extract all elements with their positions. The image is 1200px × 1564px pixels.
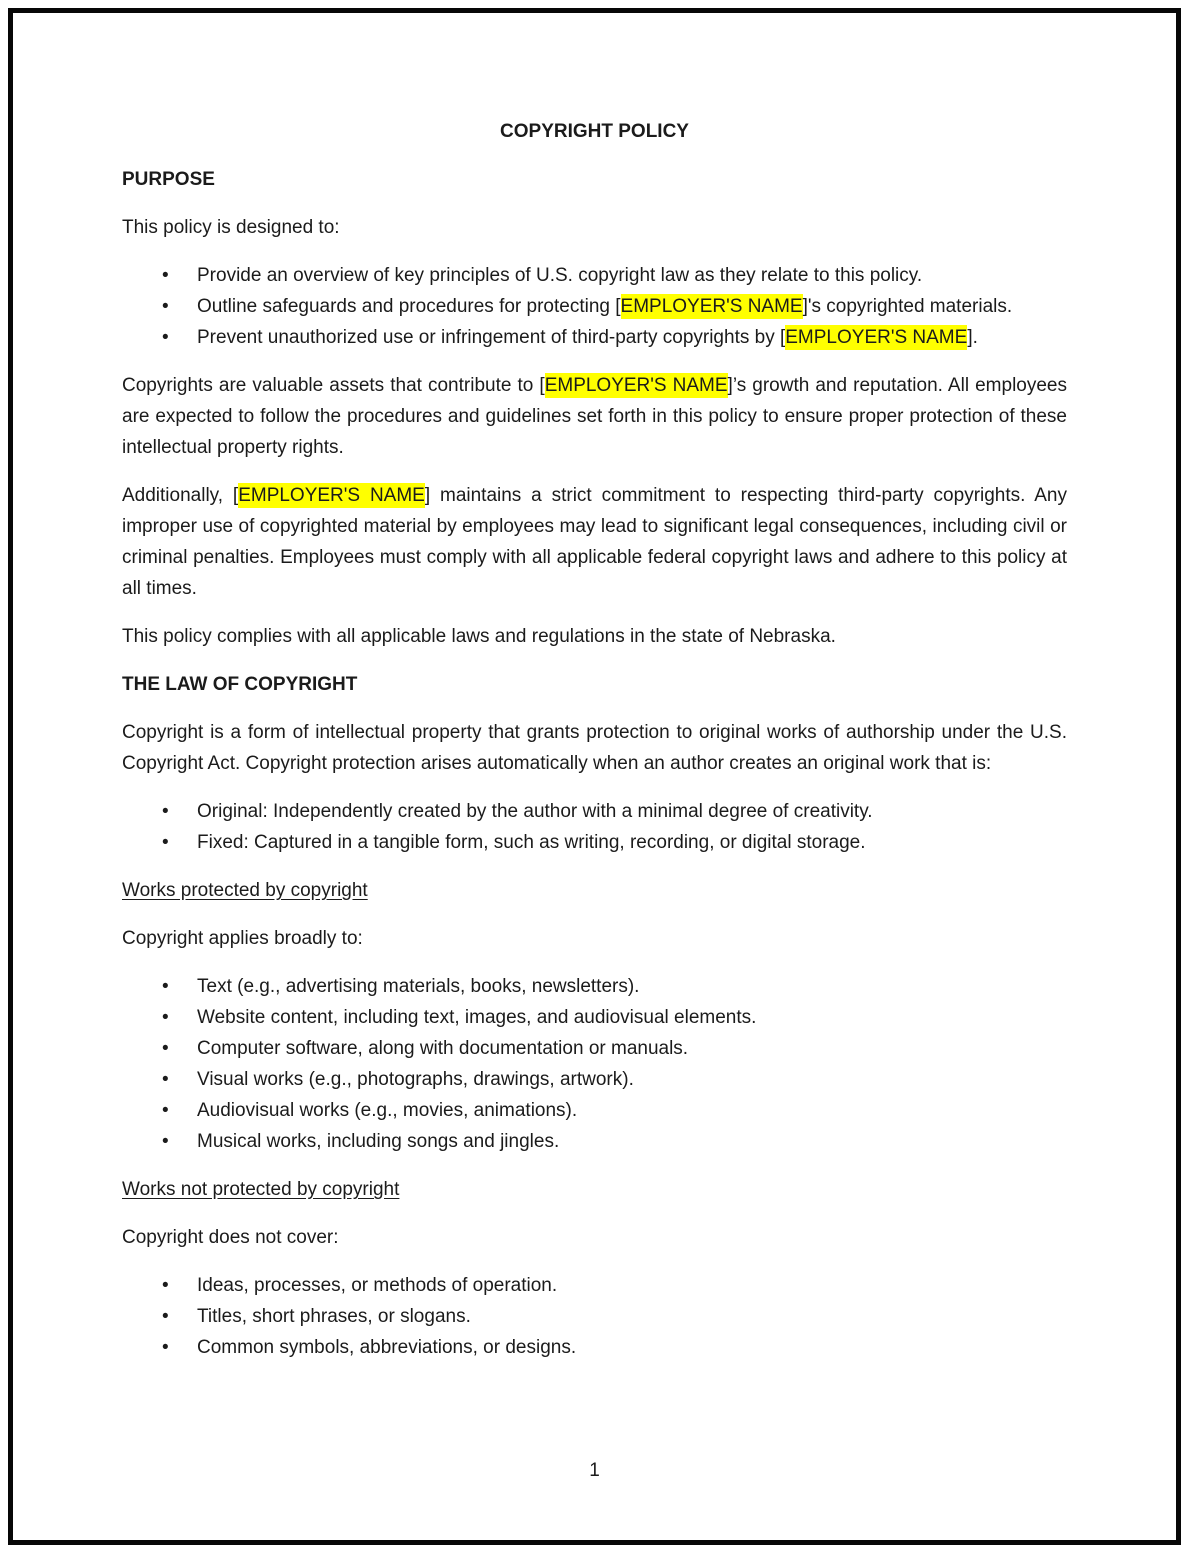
employer-name-highlight: EMPLOYER'S NAME: [238, 485, 425, 506]
document-title: COPYRIGHT POLICY: [500, 121, 689, 142]
list-item: • Original: Independently created by the author with a minimal degree of creativity.: [197, 796, 1067, 827]
list-item: • Ideas, processes, or methods of operation.: [197, 1270, 1067, 1301]
works-not-protected-bullet-list: [122, 1270, 1067, 1363]
list-item: • Text (e.g., advertising materials, books, newsletters).: [197, 971, 1067, 1002]
subheading-works-not-protected: Works not protected by copyright: [122, 1179, 400, 1200]
list-item: • Visual works (e.g., photographs, drawings, artwork).: [197, 1064, 1067, 1095]
paragraph-text: Copyrights are valuable assets that contribute to [: [122, 375, 545, 396]
employer-name-highlight: EMPLOYER'S NAME: [544, 375, 728, 396]
list-item-text: ]'s copyrighted materials.: [802, 296, 1013, 317]
page-number: 1: [589, 1460, 600, 1481]
paragraph-text: Additionally, [: [122, 485, 239, 506]
law-intro: Copyright is a form of intellectual property that grants protection to original works of authorship under the U.S. Copyright Act. Copyright protection arises automatically when an author creates an original work that is:: [122, 722, 1067, 774]
works-protected-bullet-list: [122, 971, 1067, 1157]
list-item-text: Prevent unauthorized use or infringement of third-party copyrights by [: [197, 327, 786, 348]
section-heading-law: THE LAW OF COPYRIGHT: [122, 674, 358, 695]
subheading-works-protected: Works protected by copyright: [122, 880, 368, 901]
section-heading-purpose: PURPOSE: [122, 169, 215, 190]
employer-name-highlight: EMPLOYER'S NAME: [620, 296, 803, 317]
list-item: [197, 291, 1067, 322]
works-protected-intro: Copyright applies broadly to:: [122, 928, 363, 949]
purpose-intro: This policy is designed to:: [122, 217, 340, 238]
list-item: • Audiovisual works (e.g., movies, animations).: [197, 1095, 1067, 1126]
document-page: [8, 8, 1181, 1545]
list-item: • Website content, including text, images, and audiovisual elements.: [197, 1002, 1067, 1033]
document-content: [13, 13, 1176, 1363]
paragraph-text: ]’s growth and reputation. All employees are expected to follow the procedures and guidelines set forth in this policy to ensure proper protection of these intellectual property rights.: [122, 375, 1067, 458]
purpose-paragraph-2: [122, 480, 1067, 604]
list-item-text: Outline safeguards and procedures for protecting [: [197, 296, 621, 317]
employer-name-highlight: EMPLOYER'S NAME: [785, 327, 968, 348]
purpose-paragraph-3: This policy complies with all applicable laws and regulations in the state of Nebraska.: [122, 626, 836, 647]
purpose-paragraph-1: [122, 370, 1067, 463]
list-item: [197, 322, 1067, 353]
list-item: • Fixed: Captured in a tangible form, such as writing, recording, or digital storage.: [197, 827, 1067, 858]
list-item: • Computer software, along with documentation or manuals.: [197, 1033, 1067, 1064]
list-item-text: Provide an overview of key principles of U.S. copyright law as they relate to this policy.: [197, 265, 923, 286]
list-item-text: ].: [967, 327, 978, 348]
list-item: • Musical works, including songs and jingles.: [197, 1126, 1067, 1157]
paragraph-text: ] maintains a strict commitment to respecting third-party copyrights. Any improper use of copyrighted material by employees may lead to significant legal consequences, including civil or criminal penalties. Employees must comply with all applicable federal copyright laws and adhere to this policy at all times.: [122, 485, 1067, 599]
list-item: • Titles, short phrases, or slogans.: [197, 1301, 1067, 1332]
works-not-protected-intro: Copyright does not cover:: [122, 1227, 339, 1248]
list-item: [197, 260, 1067, 291]
law-bullet-list: [122, 796, 1067, 858]
list-item: • Common symbols, abbreviations, or designs.: [197, 1332, 1067, 1363]
purpose-bullet-list: [122, 260, 1067, 353]
